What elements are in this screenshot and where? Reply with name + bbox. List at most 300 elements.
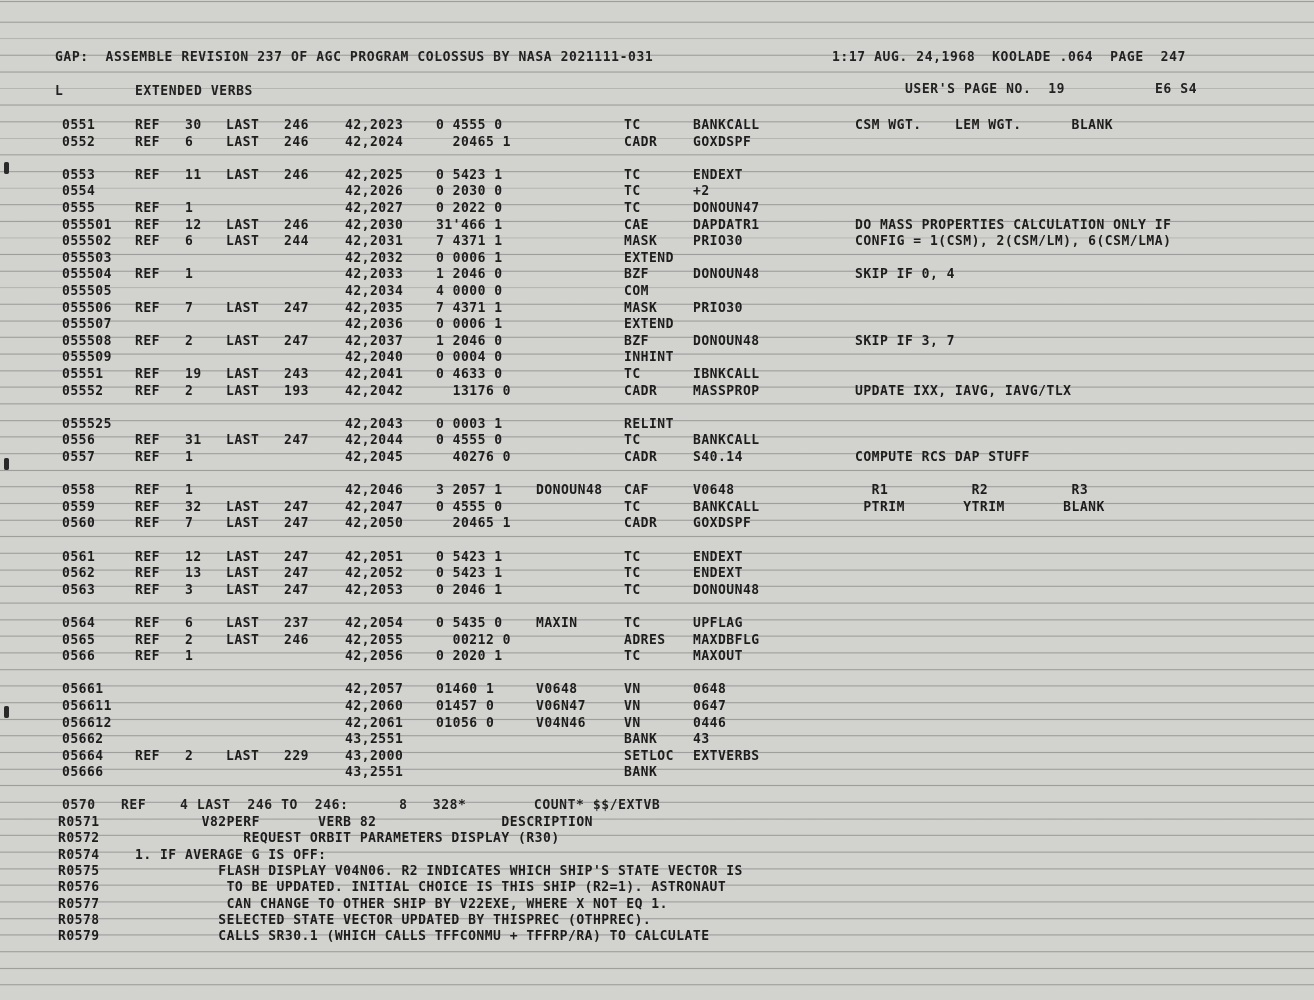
operand: ENDEXT xyxy=(693,566,743,582)
address: 42,2046 xyxy=(345,483,404,499)
octal-word: 0 0006 1 xyxy=(436,317,503,333)
ref-flag: REF xyxy=(135,516,160,532)
listing-row xyxy=(0,732,1314,748)
ref-count: 19 xyxy=(185,367,202,382)
comment: CONFIG = 1(CSM), 2(CSM/LM), 6(CSM/LMA) xyxy=(855,234,1172,250)
line-sequence: 05666 xyxy=(62,765,104,781)
address: 42,2041 xyxy=(345,367,404,382)
ref-flag: REF xyxy=(135,566,160,582)
remark-text: SELECTED STATE VECTOR UPDATED BY THISPREC (OTHPREC). xyxy=(135,912,652,928)
last-page: 246 xyxy=(284,134,309,150)
operand: UPFLAG xyxy=(693,616,743,631)
last-page: 247 xyxy=(284,499,309,515)
line-sequence: 0565 xyxy=(62,632,96,648)
opcode: BZF xyxy=(624,333,649,349)
remark-row xyxy=(0,815,1314,831)
ref-count: 1 xyxy=(185,267,194,283)
listing-row xyxy=(0,716,1314,732)
opcode: COM xyxy=(624,284,649,299)
ref-count: 2 xyxy=(185,748,194,764)
octal-word: 0 5423 1 xyxy=(436,566,503,582)
last-page: 243 xyxy=(284,367,309,382)
opcode: TC xyxy=(624,184,641,200)
ref-flag: REF xyxy=(135,450,160,465)
operand: IBNKCALL xyxy=(693,367,760,382)
ref-count: 7 xyxy=(185,516,194,532)
listing-row xyxy=(0,616,1314,632)
address: 42,2027 xyxy=(345,201,404,216)
last-page: 246 xyxy=(284,217,309,233)
octal-word: 01056 0 xyxy=(436,715,495,731)
listing-row xyxy=(0,649,1314,665)
last-page: 246 xyxy=(284,118,309,133)
ref-count: 7 xyxy=(185,300,194,316)
octal-word: 0 0006 1 xyxy=(436,250,503,266)
last-flag: LAST xyxy=(226,234,260,250)
octal-word: 0 4633 0 xyxy=(436,367,503,382)
address: 42,2057 xyxy=(345,682,404,698)
listing-row xyxy=(0,317,1314,333)
last-page: 229 xyxy=(284,748,309,764)
line-sequence: 05551 xyxy=(62,367,104,382)
opcode: INHINT xyxy=(624,350,674,366)
operand: BANKCALL xyxy=(693,118,760,133)
listing-row xyxy=(0,765,1314,781)
operand: 0648 xyxy=(693,682,727,698)
listing-row xyxy=(0,566,1314,582)
ref-flag: REF xyxy=(135,217,160,233)
last-page: 237 xyxy=(284,616,309,631)
line-sequence: 055507 xyxy=(62,317,112,333)
operand: ENDEXT xyxy=(693,549,743,565)
ref-count: 1 xyxy=(185,649,194,665)
ref-flag: REF xyxy=(135,582,160,598)
remark-text: CAN CHANGE TO OTHER SHIP BY V22EXE, WHERE X NOT EQ 1. xyxy=(135,896,668,912)
line-sequence: 0551 xyxy=(62,118,96,133)
last-flag: LAST xyxy=(226,632,260,648)
address: 42,2036 xyxy=(345,317,404,333)
last-page: 246 xyxy=(284,632,309,648)
ref-count: 1 xyxy=(185,483,194,499)
address: 42,2026 xyxy=(345,184,404,200)
address: 42,2052 xyxy=(345,566,404,582)
line-sequence: 0563 xyxy=(62,582,96,598)
ref-flag: REF xyxy=(135,549,160,565)
last-flag: LAST xyxy=(226,134,260,150)
remark-row xyxy=(0,848,1314,864)
count-line: 0570 REF 4 LAST 246 TO 246: 8 328* COUNT* $$/EXTVB xyxy=(62,798,661,813)
opcode: MASK xyxy=(624,300,658,316)
last-page: 247 xyxy=(284,549,309,565)
ref-flag: REF xyxy=(135,118,160,133)
line-sequence: 0560 xyxy=(62,516,96,532)
line-sequence: 0554 xyxy=(62,184,96,200)
ref-count: 31 xyxy=(185,433,202,449)
line-sequence: 056611 xyxy=(62,699,112,714)
operand: 43 xyxy=(693,732,710,748)
operand: +2 xyxy=(693,184,710,200)
octal-word: 7 4371 1 xyxy=(436,300,503,316)
opcode: VN xyxy=(624,715,641,731)
remark-row xyxy=(0,913,1314,929)
address: 42,2055 xyxy=(345,632,404,648)
last-page: 247 xyxy=(284,433,309,449)
address: 42,2054 xyxy=(345,616,404,631)
ref-count: 12 xyxy=(185,549,202,565)
octal-word: 0 0004 0 xyxy=(436,350,503,366)
ref-count: 2 xyxy=(185,632,194,648)
line-sequence: 055505 xyxy=(62,284,112,299)
listing-row xyxy=(0,450,1314,466)
last-page: 193 xyxy=(284,383,309,399)
listing-row xyxy=(0,267,1314,283)
remark-text: FLASH DISPLAY V04N06. R2 INDICATES WHICH SHIP'S STATE VECTOR IS xyxy=(135,863,743,879)
ref-flag: REF xyxy=(135,134,160,150)
remark-row xyxy=(0,897,1314,913)
operand: DONOUN47 xyxy=(693,201,760,216)
listing-row xyxy=(0,234,1314,250)
last-flag: LAST xyxy=(226,118,260,133)
symbol-label: MAXIN xyxy=(536,616,578,631)
line-sequence: 0556 xyxy=(62,433,96,449)
last-page: 247 xyxy=(284,582,309,598)
line-sequence: 05664 xyxy=(62,748,104,764)
ref-flag: REF xyxy=(135,167,160,183)
opcode: CADR xyxy=(624,383,658,399)
octal-word: 0 4555 0 xyxy=(436,118,503,133)
octal-word: 0 4555 0 xyxy=(436,433,503,449)
remark-text: REQUEST ORBIT PARAMETERS DISPLAY (R30) xyxy=(135,831,560,847)
line-sequence: 055502 xyxy=(62,234,112,250)
line-sequence: 0564 xyxy=(62,616,96,631)
remark-sequence: R0575 xyxy=(58,863,100,879)
opcode: TC xyxy=(624,167,641,183)
comment: COMPUTE RCS DAP STUFF xyxy=(855,450,1030,465)
opcode: TC xyxy=(624,649,641,665)
header-date-page: 1:17 AUG. 24,1968 KOOLADE .064 PAGE 247 xyxy=(832,50,1186,65)
operand: MAXOUT xyxy=(693,649,743,665)
comment: SKIP IF 0, 4 xyxy=(855,267,955,283)
octal-word: 1 2046 0 xyxy=(436,267,503,283)
address: 42,2025 xyxy=(345,167,404,183)
address: 42,2061 xyxy=(345,715,404,731)
ref-count: 2 xyxy=(185,333,194,349)
ref-count: 6 xyxy=(185,616,194,631)
remark-text: V82PERF VERB 82 DESCRIPTION xyxy=(135,815,593,830)
ref-flag: REF xyxy=(135,748,160,764)
opcode: BZF xyxy=(624,267,649,283)
operand: PRIO30 xyxy=(693,234,743,250)
octal-word: 0 2030 0 xyxy=(436,184,503,200)
line-sequence: 055501 xyxy=(62,217,112,233)
operand: EXTVERBS xyxy=(693,748,760,764)
operand: PRIO30 xyxy=(693,300,743,316)
listing-row xyxy=(0,168,1314,184)
last-page: 247 xyxy=(284,300,309,316)
opcode: ADRES xyxy=(624,632,666,648)
octal-word: 0 2046 1 xyxy=(436,582,503,598)
last-page: 246 xyxy=(284,167,309,183)
remark-sequence: R0572 xyxy=(58,831,100,847)
ref-flag: REF xyxy=(135,632,160,648)
opcode: TC xyxy=(624,616,641,631)
opcode: CADR xyxy=(624,516,658,532)
last-flag: LAST xyxy=(226,217,260,233)
ref-count: 12 xyxy=(185,217,202,233)
listing-row xyxy=(0,218,1314,234)
line-sequence: 0562 xyxy=(62,566,96,582)
listing-row xyxy=(0,417,1314,433)
listing-row xyxy=(0,367,1314,383)
opcode: BANK xyxy=(624,732,658,748)
ref-count: 11 xyxy=(185,167,202,183)
listing-row xyxy=(0,284,1314,300)
operand: MAXDBFLG xyxy=(693,632,760,648)
line-sequence: 0558 xyxy=(62,483,96,499)
address: 42,2050 xyxy=(345,516,404,532)
octal-word: 20465 1 xyxy=(436,516,511,532)
line-sequence: 0555 xyxy=(62,201,96,216)
opcode: CAE xyxy=(624,217,649,233)
octal-word: 31'466 1 xyxy=(436,217,503,233)
opcode: EXTEND xyxy=(624,317,674,333)
remark-sequence: R0578 xyxy=(58,912,100,928)
listing-row xyxy=(0,135,1314,151)
last-flag: LAST xyxy=(226,167,260,183)
octal-word: 00212 0 xyxy=(436,632,511,648)
opcode: VN xyxy=(624,699,641,714)
ref-flag: REF xyxy=(135,201,160,216)
ref-count: 2 xyxy=(185,383,194,399)
line-sequence: 056612 xyxy=(62,715,112,731)
address: 42,2032 xyxy=(345,250,404,266)
address: 42,2045 xyxy=(345,450,404,465)
remark-sequence: R0577 xyxy=(58,896,100,912)
opcode: CAF xyxy=(624,483,649,499)
opcode: TC xyxy=(624,499,641,515)
remark-sequence: R0576 xyxy=(58,880,100,896)
operand: 0647 xyxy=(693,699,727,714)
line-sequence: 05661 xyxy=(62,682,104,698)
remark-sequence: R0579 xyxy=(58,929,100,945)
listing-row xyxy=(0,583,1314,599)
opcode: RELINT xyxy=(624,416,674,432)
last-flag: LAST xyxy=(226,383,260,399)
line-sequence: 05552 xyxy=(62,383,104,399)
line-sequence: 055503 xyxy=(62,250,112,266)
listing-row xyxy=(0,699,1314,715)
listing-row xyxy=(0,550,1314,566)
listing-row xyxy=(0,682,1314,698)
remark-row xyxy=(0,929,1314,945)
octal-word: 40276 0 xyxy=(436,450,511,465)
line-sequence: 055509 xyxy=(62,350,112,366)
octal-word: 01457 0 xyxy=(436,699,495,714)
ref-flag: REF xyxy=(135,267,160,283)
listing-row xyxy=(0,433,1314,449)
line-sequence: 055525 xyxy=(62,416,112,432)
address: 42,2030 xyxy=(345,217,404,233)
operand: GOXDSPF xyxy=(693,134,752,150)
remark-text: 1. IF AVERAGE G IS OFF: xyxy=(135,847,327,863)
section-title: EXTENDED VERBS xyxy=(135,84,253,99)
address: 42,2051 xyxy=(345,549,404,565)
listing-row xyxy=(0,184,1314,200)
opcode: VN xyxy=(624,682,641,698)
opcode: MASK xyxy=(624,234,658,250)
remark-row xyxy=(0,831,1314,847)
line-sequence: 0553 xyxy=(62,167,96,183)
octal-word: 1 2046 0 xyxy=(436,333,503,349)
remark-sequence: R0571 xyxy=(58,815,100,830)
comment: SKIP IF 3, 7 xyxy=(855,333,955,349)
ref-flag: REF xyxy=(135,383,160,399)
ref-flag: REF xyxy=(135,300,160,316)
remark-row xyxy=(0,880,1314,896)
last-flag: LAST xyxy=(226,616,260,631)
ref-flag: REF xyxy=(135,483,160,499)
ref-count: 30 xyxy=(185,118,202,133)
ref-count: 3 xyxy=(185,582,194,598)
line-sequence: 0552 xyxy=(62,134,96,150)
listing-row xyxy=(0,483,1314,499)
last-page: 247 xyxy=(284,333,309,349)
ref-flag: REF xyxy=(135,616,160,631)
address: 43,2551 xyxy=(345,732,404,748)
last-flag: LAST xyxy=(226,566,260,582)
octal-word: 01460 1 xyxy=(436,682,495,698)
operand: V0648 xyxy=(693,483,735,499)
comment: PTRIM YTRIM BLANK xyxy=(855,499,1105,515)
symbol-label: DONOUN48 xyxy=(536,483,603,499)
opcode: TC xyxy=(624,118,641,133)
operand: ENDEXT xyxy=(693,167,743,183)
last-page: 244 xyxy=(284,234,309,250)
ref-count: 6 xyxy=(185,134,194,150)
opcode: TC xyxy=(624,582,641,598)
opcode: TC xyxy=(624,367,641,382)
opcode: SETLOC xyxy=(624,748,674,764)
listing-row xyxy=(0,201,1314,217)
line-sequence: 0559 xyxy=(62,499,96,515)
operand: DONOUN48 xyxy=(693,267,760,283)
opcode: TC xyxy=(624,566,641,582)
last-flag: LAST xyxy=(226,433,260,449)
symbol-label: V04N46 xyxy=(536,715,586,731)
remark-text: TO BE UPDATED. INITIAL CHOICE IS THIS SHIP (R2=1). ASTRONAUT xyxy=(135,880,727,896)
operand: S40.14 xyxy=(693,450,743,465)
listing-row xyxy=(0,118,1314,134)
line-sequence: 05662 xyxy=(62,732,104,748)
ref-count: 6 xyxy=(185,234,194,250)
address: 42,2035 xyxy=(345,300,404,316)
address: 42,2060 xyxy=(345,699,404,714)
operand: 0446 xyxy=(693,715,727,731)
last-flag: LAST xyxy=(226,516,260,532)
last-flag: LAST xyxy=(226,499,260,515)
last-flag: LAST xyxy=(226,333,260,349)
address: 42,2031 xyxy=(345,234,404,250)
comment: UPDATE IXX, IAVG, IAVG/TLX xyxy=(855,383,1072,399)
last-flag: LAST xyxy=(226,300,260,316)
octal-word: 0 5423 1 xyxy=(436,549,503,565)
ref-count: 1 xyxy=(185,201,194,216)
octal-word: 0 5435 0 xyxy=(436,616,503,631)
last-page: 247 xyxy=(284,566,309,582)
address: 42,2044 xyxy=(345,433,404,449)
octal-word: 7 4371 1 xyxy=(436,234,503,250)
comment: DO MASS PROPERTIES CALCULATION ONLY IF xyxy=(855,217,1172,233)
address: 42,2053 xyxy=(345,582,404,598)
opcode: CADR xyxy=(624,134,658,150)
operand: GOXDSPF xyxy=(693,516,752,532)
last-flag: LAST xyxy=(226,748,260,764)
octal-word: 0 2020 1 xyxy=(436,649,503,665)
line-sequence: 0561 xyxy=(62,549,96,565)
line-sequence: 055508 xyxy=(62,333,112,349)
listing-row xyxy=(0,384,1314,400)
remark-row xyxy=(0,864,1314,880)
listing-code: E6 S4 xyxy=(1155,82,1198,97)
address: 42,2023 xyxy=(345,118,404,133)
ref-count: 32 xyxy=(185,499,202,515)
header-title: GAP: ASSEMBLE REVISION 237 OF AGC PROGRAM COLOSSUS BY NASA 2021111-031 xyxy=(55,50,654,65)
ref-flag: REF xyxy=(135,234,160,250)
listing-row xyxy=(0,749,1314,765)
line-sequence: 055504 xyxy=(62,267,112,283)
listing-row xyxy=(0,334,1314,350)
octal-word: 4 0000 0 xyxy=(436,284,503,299)
opcode: CADR xyxy=(624,450,658,465)
comment: R1 R2 R3 xyxy=(855,483,1089,499)
address: 42,2056 xyxy=(345,649,404,665)
symbol-label: V0648 xyxy=(536,682,578,698)
last-flag: LAST xyxy=(226,367,260,382)
comment: CSM WGT. LEM WGT. BLANK xyxy=(855,118,1114,133)
ref-count: 1 xyxy=(185,450,194,465)
address: 42,2040 xyxy=(345,350,404,366)
address: 42,2033 xyxy=(345,267,404,283)
address: 42,2034 xyxy=(345,284,404,299)
ref-flag: REF xyxy=(135,433,160,449)
ref-flag: REF xyxy=(135,367,160,382)
ref-flag: REF xyxy=(135,649,160,665)
listing-row xyxy=(0,516,1314,532)
address: 42,2047 xyxy=(345,499,404,515)
users-page-number: USER'S PAGE NO. 19 xyxy=(905,82,1066,97)
address: 42,2043 xyxy=(345,416,404,432)
operand: DAPDATR1 xyxy=(693,217,760,233)
line-sequence: 055506 xyxy=(62,300,112,316)
octal-word: 20465 1 xyxy=(436,134,511,150)
last-flag: LAST xyxy=(226,582,260,598)
opcode: TC xyxy=(624,433,641,449)
remark-sequence: R0574 xyxy=(58,847,100,863)
line-sequence: 0557 xyxy=(62,450,96,465)
ref-flag: REF xyxy=(135,333,160,349)
last-page: 247 xyxy=(284,516,309,532)
listing-row xyxy=(0,500,1314,516)
octal-word: 0 4555 0 xyxy=(436,499,503,515)
remark-text: CALLS SR30.1 (WHICH CALLS TFFCONMU + TFFRP/RA) TO CALCULATE xyxy=(135,929,710,945)
opcode: TC xyxy=(624,201,641,216)
ref-count: 13 xyxy=(185,566,202,582)
octal-word: 3 2057 1 xyxy=(436,483,503,499)
opcode: TC xyxy=(624,549,641,565)
last-flag: LAST xyxy=(226,549,260,565)
operand: MASSPROP xyxy=(693,383,760,399)
page-marker: L xyxy=(55,84,64,99)
